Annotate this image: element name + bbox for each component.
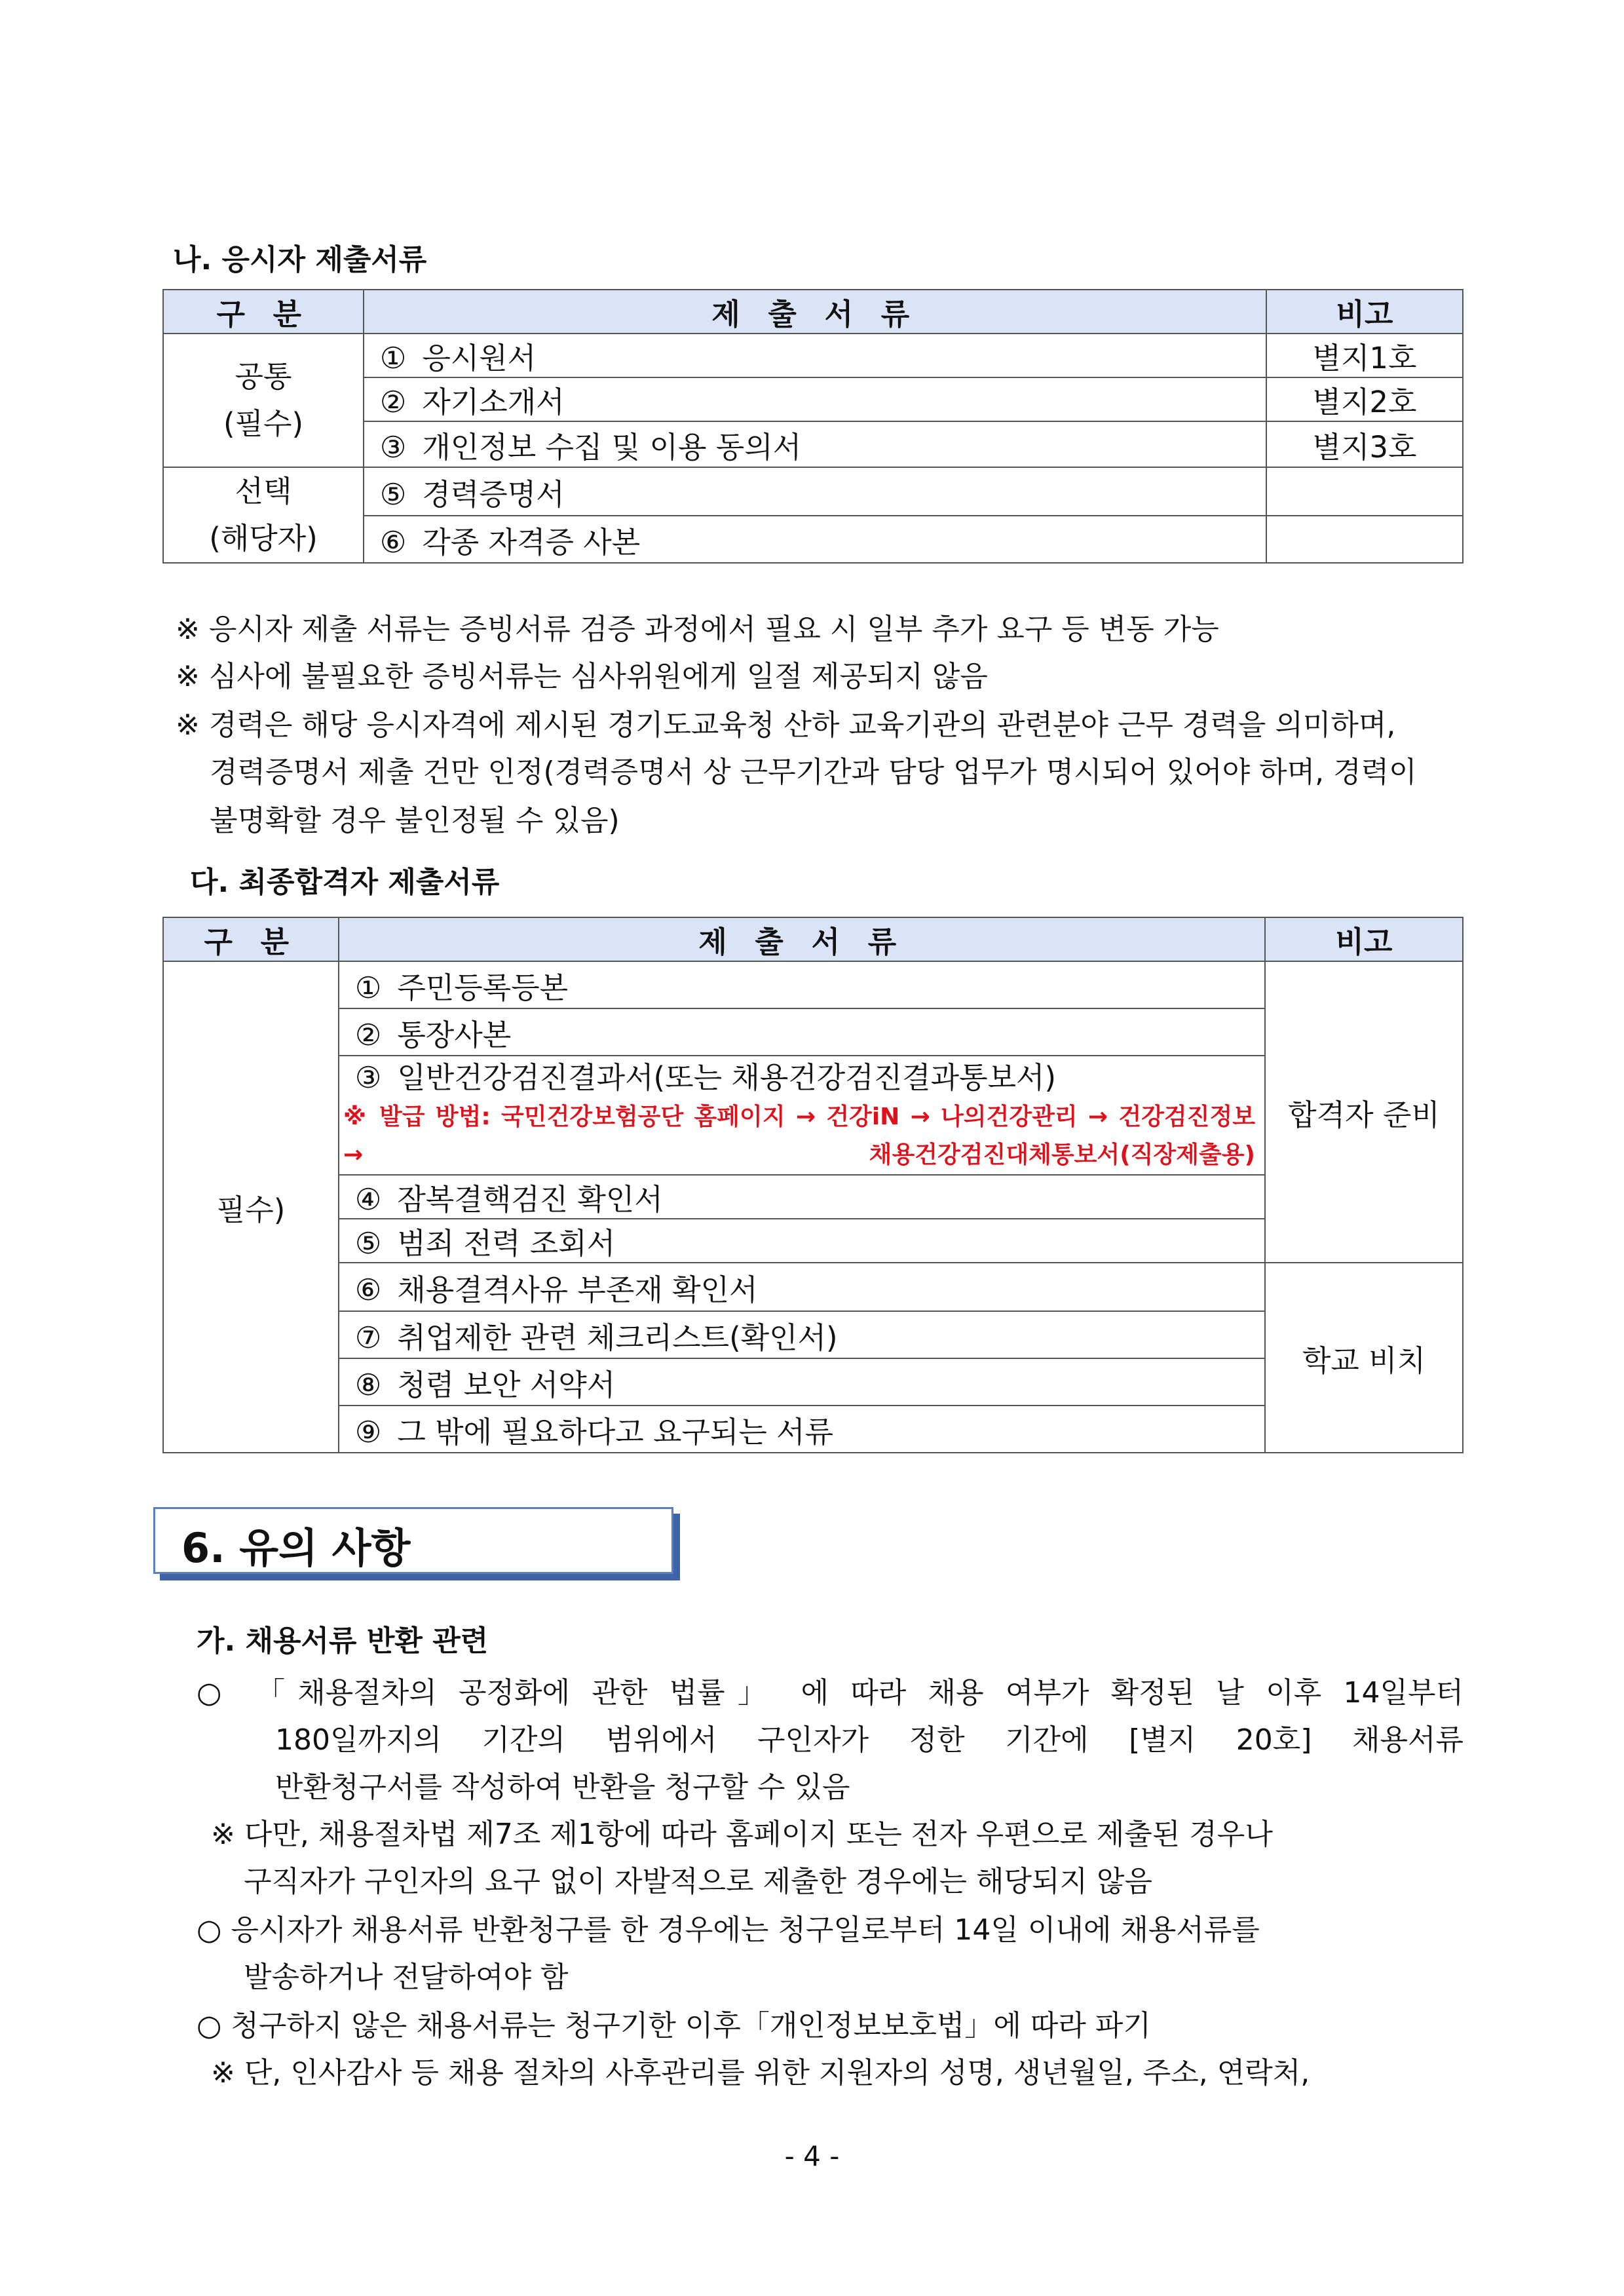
doc-name: 채용결격사유 부존재 확인서 bbox=[397, 1272, 758, 1307]
header-remarks: 비고 bbox=[1265, 917, 1463, 961]
doc-row bbox=[364, 377, 1266, 421]
item-number: ⑥ bbox=[354, 1272, 382, 1307]
remark-cell: 별지2호 bbox=[1266, 377, 1463, 421]
doc-row bbox=[339, 1219, 1265, 1263]
group-optional bbox=[163, 467, 364, 563]
doc-name: 잠복결핵검진 확인서 bbox=[397, 1182, 663, 1217]
item-number: ③ bbox=[379, 429, 407, 465]
doc-row bbox=[339, 1406, 1265, 1453]
item-number: ① bbox=[379, 341, 407, 375]
section-da-title: 다. 최종합격자 제출서류 bbox=[190, 866, 500, 899]
remark-cell: 별지1호 bbox=[1266, 334, 1463, 377]
applicant-documents-table bbox=[162, 289, 1463, 564]
remark-prepared-by-successful: 합격자 준비 bbox=[1265, 961, 1463, 1263]
note-line: ※ 심사에 불필요한 증빙서류는 심사위원에게 일절 제공되지 않음 bbox=[176, 660, 988, 693]
doc-name: 개인정보 수집 및 이용 동의서 bbox=[422, 429, 802, 465]
note-line: ※ 응시자 제출 서류는 증빙서류 검증 과정에서 필요 시 일부 추가 요구 등 변동 가능 bbox=[176, 613, 1219, 646]
item-number: ② bbox=[379, 385, 407, 419]
doc-row bbox=[339, 961, 1265, 1008]
item-number: ④ bbox=[354, 1182, 382, 1217]
header-category: 구 분 bbox=[163, 290, 364, 334]
group-common-line1: 공통 bbox=[235, 359, 292, 394]
item-number: ⑤ bbox=[354, 1226, 382, 1261]
item-number: ⑧ bbox=[354, 1367, 382, 1402]
paragraph-2-line2: 발송하거나 전달하여야 함 bbox=[244, 1961, 569, 1994]
group-required: 필수) bbox=[163, 961, 339, 1453]
doc-row bbox=[339, 1175, 1265, 1219]
section-na-title: 나. 응시자 제출서류 bbox=[173, 243, 427, 277]
group-optional-line2: (해당자) bbox=[209, 521, 318, 556]
header-remarks: 비고 bbox=[1266, 290, 1463, 334]
item-number: ⑨ bbox=[354, 1414, 382, 1449]
note-line: 경력증명서 제출 건만 인정(경력증명서 상 근무기간과 담당 업무가 명시되어 있어야 하며, 경력이 bbox=[210, 756, 1417, 789]
note-1-line2: 구직자가 구인자의 요구 없이 자발적으로 제출한 경우에는 해당되지 않음 bbox=[244, 1865, 1153, 1898]
note-1-line1: ※ 다만, 채용절차법 제7조 제1항에 따라 홈페이지 또는 전자 우편으로 제출된 경우나 bbox=[211, 1818, 1273, 1851]
doc-name: 청렴 보안 서약서 bbox=[397, 1367, 616, 1402]
doc-name: 주민등록등본 bbox=[397, 970, 569, 1005]
item-number: ③ bbox=[354, 1060, 382, 1095]
page-number: - 4 - bbox=[784, 2140, 840, 2172]
doc-row bbox=[364, 334, 1266, 377]
paragraph-3-line1: ○ 청구하지 않은 채용서류는 청구기한 이후「개인정보보호법」에 따라 파기 bbox=[197, 2009, 1151, 2042]
group-optional-line1: 선택 bbox=[235, 474, 292, 508]
item-number: ⑤ bbox=[379, 476, 407, 512]
doc-name: 일반건강검진결과서(또는 채용건강검진결과통보서) bbox=[397, 1060, 1057, 1095]
doc-name: 취업제한 관련 체크리스트(확인서) bbox=[397, 1320, 838, 1355]
note-line: ※ 경력은 해당 응시자격에 제시된 경기도교육청 산하 교육기관의 관련분야 근무 경력을 의미하며, bbox=[176, 708, 1396, 742]
header-documents: 제 출 서 류 bbox=[364, 290, 1266, 334]
item-number: ⑦ bbox=[354, 1320, 382, 1355]
header-category: 구 분 bbox=[163, 917, 339, 961]
doc-row bbox=[339, 1263, 1265, 1311]
doc-name: 응시원서 bbox=[422, 341, 537, 375]
section6-heading: 6. 유의 사항 bbox=[181, 1524, 411, 1572]
section6-heading-box bbox=[153, 1507, 673, 1574]
paragraph-2-line1: ○ 응시자가 채용서류 반환청구를 한 경우에는 청구일로부터 14일 이내에 채용서류를 bbox=[197, 1913, 1260, 1947]
doc-row bbox=[339, 1008, 1265, 1056]
group-common bbox=[163, 334, 364, 467]
item-number: ① bbox=[354, 970, 382, 1005]
doc-name: 그 밖에 필요하다고 요구되는 서류 bbox=[397, 1414, 834, 1449]
subsection-ga-title: 가. 채용서류 반환 관련 bbox=[197, 1624, 489, 1658]
item-number: ② bbox=[354, 1017, 382, 1052]
header-documents: 제 출 서 류 bbox=[339, 917, 1265, 961]
paragraph-1-line1: ○ 「채용절차의 공정화에 관한 법률」 에 따라 채용 여부가 확정된 날 이후 14일부터 bbox=[197, 1676, 1463, 1710]
doc-row bbox=[364, 421, 1266, 467]
group-common-line2: (필수) bbox=[223, 406, 304, 441]
remark-cell: 별지3호 bbox=[1266, 421, 1463, 467]
doc-name: 각종 자격증 사본 bbox=[422, 524, 641, 560]
remark-cell bbox=[1266, 516, 1463, 563]
note-line: 불명확할 경우 불인정될 수 있음) bbox=[210, 804, 620, 837]
remark-cell bbox=[1266, 467, 1463, 516]
doc-row bbox=[339, 1358, 1265, 1406]
doc-row bbox=[364, 516, 1266, 563]
doc-name: 경력증명서 bbox=[422, 476, 565, 512]
paragraph-1-line3: 반환청구서를 작성하여 반환을 청구할 수 있음 bbox=[275, 1770, 850, 1804]
doc-name: 통장사본 bbox=[397, 1017, 512, 1052]
doc-row bbox=[364, 467, 1266, 516]
doc-name: 범죄 전력 조회서 bbox=[397, 1226, 616, 1261]
remark-kept-at-school: 학교 비치 bbox=[1265, 1263, 1463, 1453]
note-2-line1: ※ 단, 인사감사 등 채용 절차의 사후관리를 위한 지원자의 성명, 생년월일, 주소, 연락처, bbox=[211, 2056, 1310, 2090]
final-documents-table bbox=[162, 917, 1463, 1453]
item-number: ⑥ bbox=[379, 524, 407, 560]
doc-name: 자기소개서 bbox=[422, 385, 565, 419]
doc-row-with-note bbox=[339, 1056, 1265, 1175]
doc-row bbox=[339, 1311, 1265, 1358]
paragraph-1-line2: 180일까지의 기간의 범위에서 구인자가 정한 기간에 [별지 20호] 채용서류 bbox=[275, 1723, 1463, 1757]
issuance-method-note: ※ 발급 방법: 국민건강보험공단 홈페이지 → 건강iN → 나의건강관리 → 건강검진정보 → 채용건강검진대체통보서(직장제출용) bbox=[343, 1103, 1255, 1168]
